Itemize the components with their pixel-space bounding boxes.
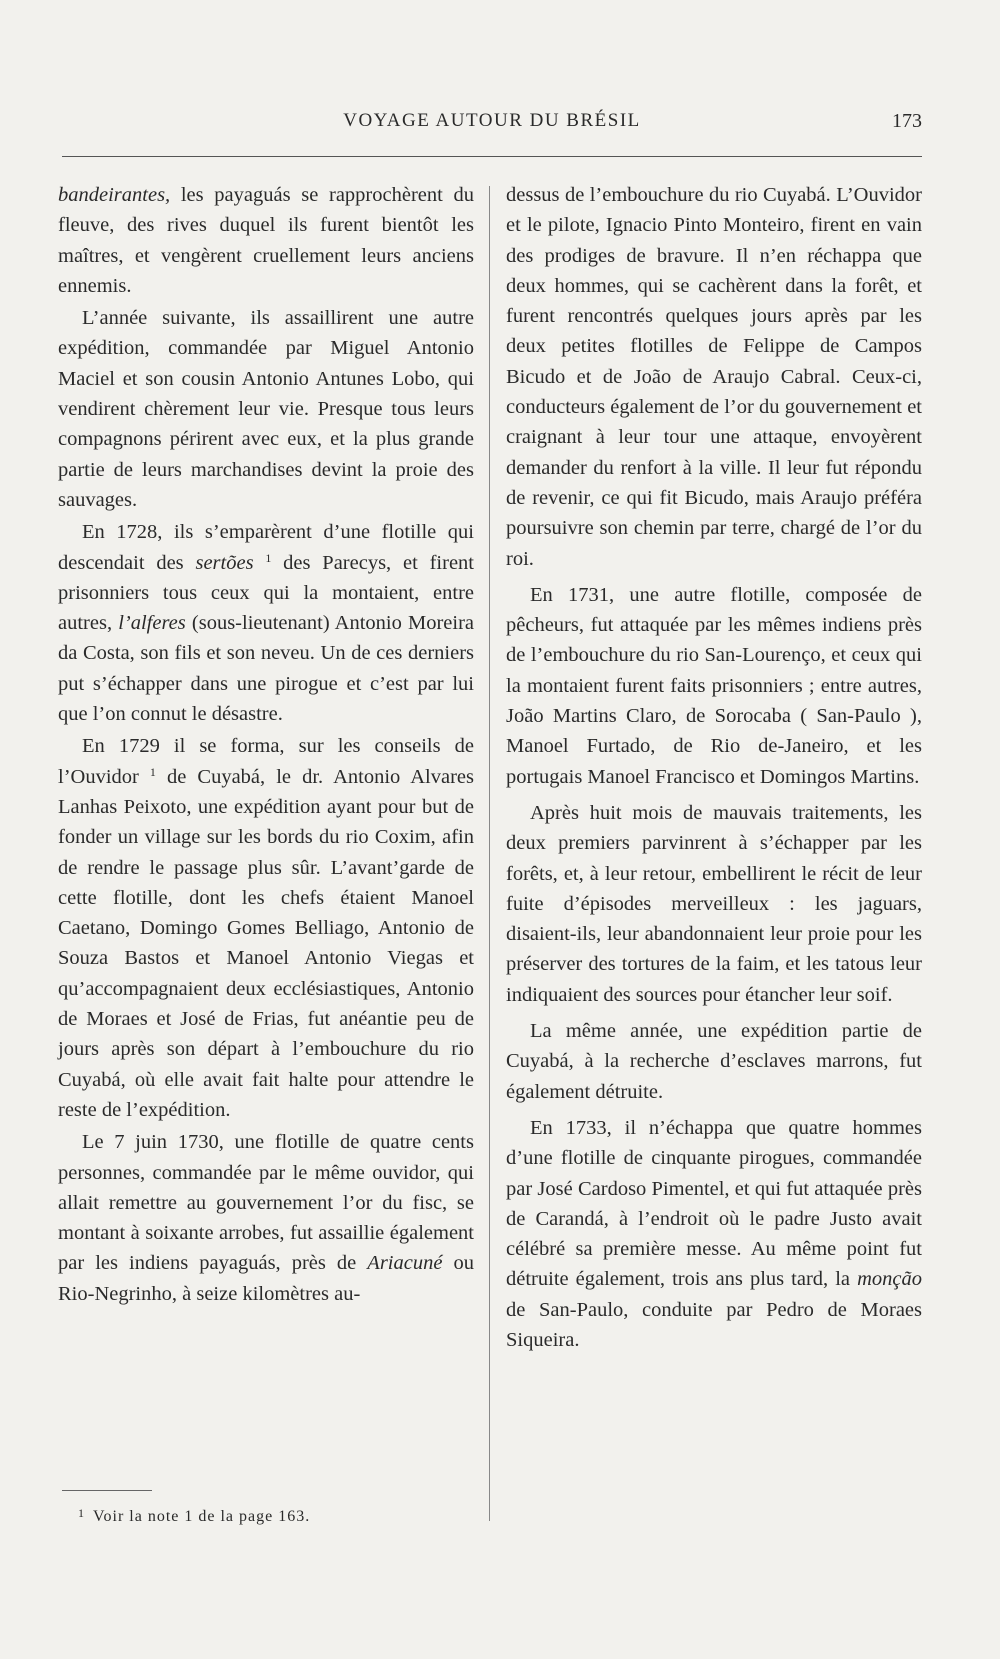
paragraph: En 1729 il se forma, sur les conseils de l’Ouvidor $^1$ de Cuyabá, le dr. Antonio Alvares Lanhas Peixoto, une expédition ayant pour but de fonder un village sur les bords du rio Coxim, afin de rendre le passage plus sûr. L’avant’garde de cette flotille, dont les chefs étaient Manoel Caetano, Domingo Gomes Belliago, Antonio de Souza Bastos et Manoel Antonio Viegas et qu’accompagnaient deux ecclésiastiques, Antonio de Moraes et José de Frias, fut anéantie peu de jours après son départ à l’embouchure du rio Cuyabá, où elle avait fait halte pour attendre le reste de l’expédition.: [58, 735, 474, 1121]
footnote: [78, 1502, 468, 1528]
paragraph: Le 7 juin 1730, une flotille de quatre cents personnes, commandée par le même ouvidor, qui allait remettre au gouvernement l’or du fisc, se montant à soixante arrobes, fut assaillie également par les indiens payaguás, près de Ariacuné ou Rio-Negrinho, à seize kilomètres au-: [58, 1131, 474, 1305]
left-column: [58, 180, 474, 1309]
running-title: VOYAGE AUTOUR DU BRÉSIL: [343, 110, 641, 131]
italic-term: Ariacuné: [367, 1252, 443, 1275]
footnote-text: Voir la note 1 de la page 163.: [93, 1508, 311, 1525]
paragraph: bandeirantes, les payaguás se rapprochèrent du fleuve, des rives duquel ils furent bientôt les maîtres, et vengèrent cruellement leurs anciens ennemis.: [58, 184, 474, 297]
italic-term: bandeirantes,: [58, 184, 171, 206]
footnote-number: 1: [78, 1506, 85, 1520]
paragraph: Après huit mois de mauvais traitements, les deux premiers parvinrent à s’échapper par les forêts, et, à leur retour, embellirent le récit de leur fuite d’épisodes merveilleux : les jaguars, disaient-ils, leur abandonnaient leur proie pour les préserver des tortures de la faim, et les tatous leur indiquaient des sources pour étancher leur soif.: [506, 801, 922, 1006]
column-divider: [489, 186, 490, 1521]
footnote-ref: 1: [149, 764, 156, 779]
right-column: [506, 180, 922, 1355]
page-number: 173: [892, 110, 922, 132]
italic-term: l’alferes: [118, 612, 186, 635]
footnote-ref: 1: [265, 550, 272, 565]
italic-term: monção: [857, 1268, 922, 1291]
paragraph: dessus de l’embouchure du rio Cuyabá. L’Ouvidor et le pilote, Ignacio Pinto Monteiro, firent en vain des prodiges de bravure. Il n’en réchappa que deux hommes, qui se cachèrent dans la forêt, et furent rencontrés quelques jours après par les deux petites flotilles de Felippe de Campos Bicudo et de João de Araujo Cabral. Ceux-ci, conducteurs également de l’or du gouvernement et craignant à leur tour une attaque, envoyèrent demander du renfort à la ville. Il leur fut répondu de revenir, ce qui fit Bicudo, mais Araujo préféra poursuivre son chemin par terre, chargé de l’or du roi.: [506, 184, 922, 570]
header-rule: [62, 156, 922, 157]
paragraph: En 1733, il n’échappa que quatre hommes d’une flotille de cinquante pirogues, commandée par José Cardoso Pimentel, et qui fut attaquée près de Carandá, à l’endroit où le padre Justo avait célébré sa première messe. Au même point fut détruite également, trois ans plus tard, la monção de San-Paulo, conduite par Pedro de Moraes Siqueira.: [506, 1116, 922, 1351]
footnote-rule: [62, 1490, 152, 1491]
italic-term: sertões: [195, 551, 254, 574]
page-header: [62, 110, 922, 140]
paragraph: En 1728, ils s’emparèrent d’une flotille qui descendait des sertões $^1$ des Parecys, et firent prisonniers tous ceux qui la montaient, entre autres, l’alferes (sous-lieutenant) Antonio Moreira da Costa, son fils et son neveu. Un de ces derniers put s’échapper dans une pirogue et c’est par lui que l’on connut le désastre.: [58, 521, 474, 726]
paragraph: La même année, une expédition partie de Cuyabá, à la recherche d’esclaves marrons, fut également détruite.: [506, 1020, 922, 1103]
paragraph: L’année suivante, ils assaillirent une autre expédition, commandée par Miguel Antonio Maciel et son cousin Antonio Antunes Lobo, qui vendirent chèrement leur vie. Presque tous leurs compagnons périrent avec eux, et la plus grande partie de leurs marchandises devint la proie des sauvages.: [58, 307, 474, 511]
paragraph: En 1731, une autre flotille, composée de pêcheurs, fut attaquée par les mêmes indiens près de l’embouchure du rio San-Lourenço, et ceux qui la montaient furent faits prisonniers ; entre autres, João Martins Claro, de Sorocaba ( San-Paulo ), Manoel Furtado, de Rio de-Janeiro, et les portugais Manoel Francisco et Domingos Martins.: [506, 583, 922, 788]
